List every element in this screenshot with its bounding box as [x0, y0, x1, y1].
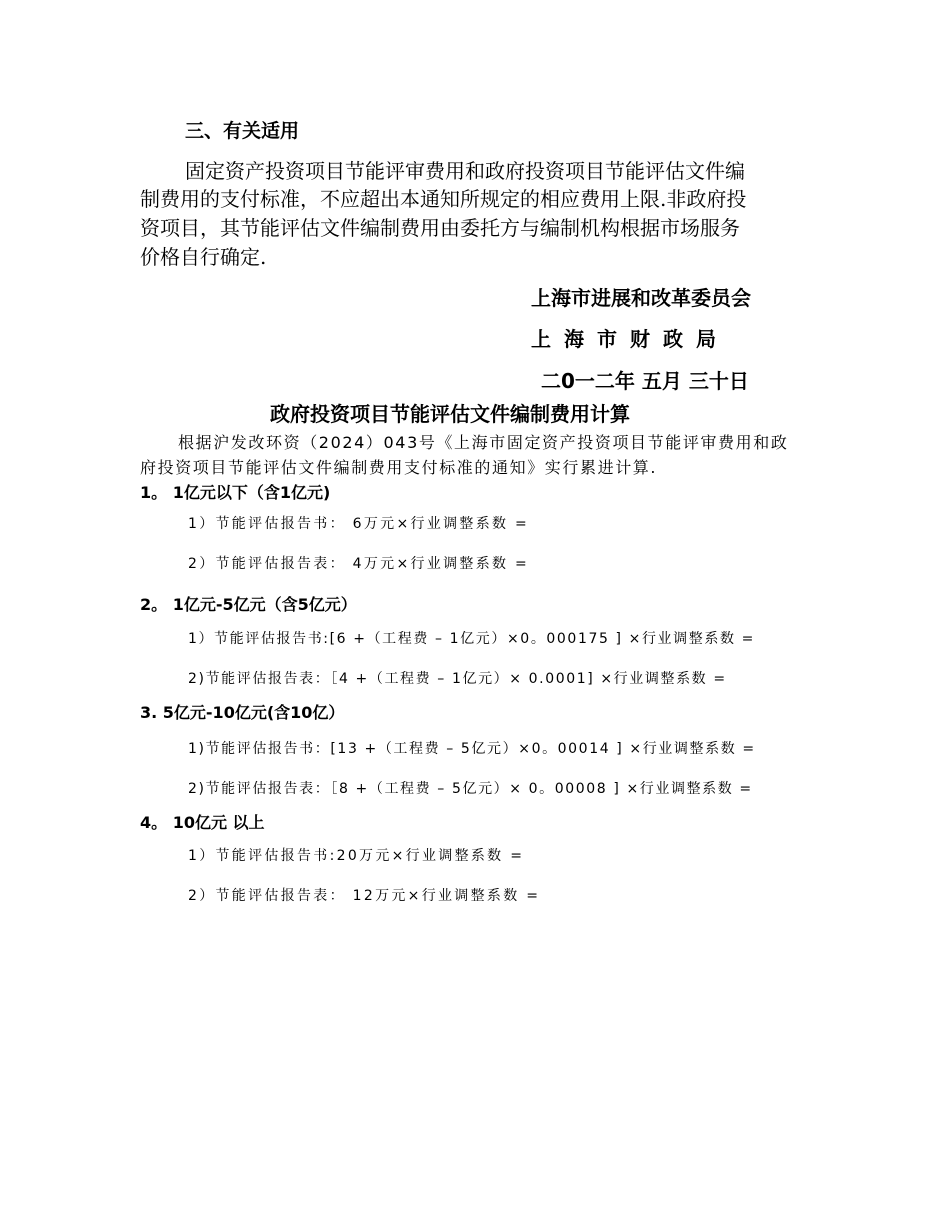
body-line: 资项目，其节能评估文件编制费用由委托方与编制机构根据市场服务 [140, 216, 740, 240]
section-heading-2: 2。 1亿元-5亿元（含5亿元） [140, 595, 357, 614]
section-heading-1: 1。 1亿元以下（含1亿元) [140, 483, 331, 502]
intro-line: 根据沪发改环资（2024）043号《上海市固定资产投资项目节能评审费用和政 [178, 433, 789, 452]
signature-org-finance: 上海市财政局 [531, 327, 729, 351]
formula-item: 1）节能评估报告书:20万元×行业调整系数 = [188, 848, 525, 864]
formula-item: 2)节能评估报告表：［8 +（工程费 – 5亿元）× 0。00008 ] ×行业调整系数 = [188, 781, 753, 797]
signature-org-ndrc: 上海市进展和改革委员会 [531, 286, 751, 310]
section-heading-3: 3. 5亿元-10亿元(含10亿） [140, 703, 345, 722]
body-line: 固定资产投资项目节能评审费用和政府投资项目节能评估文件编 [185, 159, 745, 183]
calc-doc-title: 政府投资项目节能评估文件编制费用计算 [270, 402, 630, 426]
formula-item: 1)节能评估报告书：[13 +（工程费 – 5亿元）×0。00014 ] ×行业调整系数 = [188, 741, 756, 757]
section-heading: 三、有关适用 [185, 120, 300, 142]
formula-item: 1）节能评估报告书:[6 +（工程费 – 1亿元）×0。000175 ] ×行业调整系数 = [188, 631, 755, 647]
formula-item: 2）节能评估报告表： 12万元×行业调整系数 = [188, 888, 541, 904]
formula-item: 1）节能评估报告书： 6万元×行业调整系数 = [188, 516, 530, 532]
body-line: 价格自行确定. [140, 245, 267, 269]
body-line: 制费用的支付标准，不应超出本通知所规定的相应费用上限.非政府投 [140, 187, 747, 211]
intro-line: 府投资项目节能评估文件编制费用支付标准的通知》实行累进计算. [140, 458, 658, 477]
signature-date: 二0一二年 五月 三十日 [541, 369, 749, 393]
section-heading-4: 4。 10亿元 以上 [140, 813, 265, 832]
formula-item: 2）节能评估报告表： 4万元×行业调整系数 = [188, 556, 530, 572]
formula-item: 2)节能评估报告表：［4 +（工程费 – 1亿元）× 0.0001] ×行业调整系数 = [188, 671, 727, 687]
